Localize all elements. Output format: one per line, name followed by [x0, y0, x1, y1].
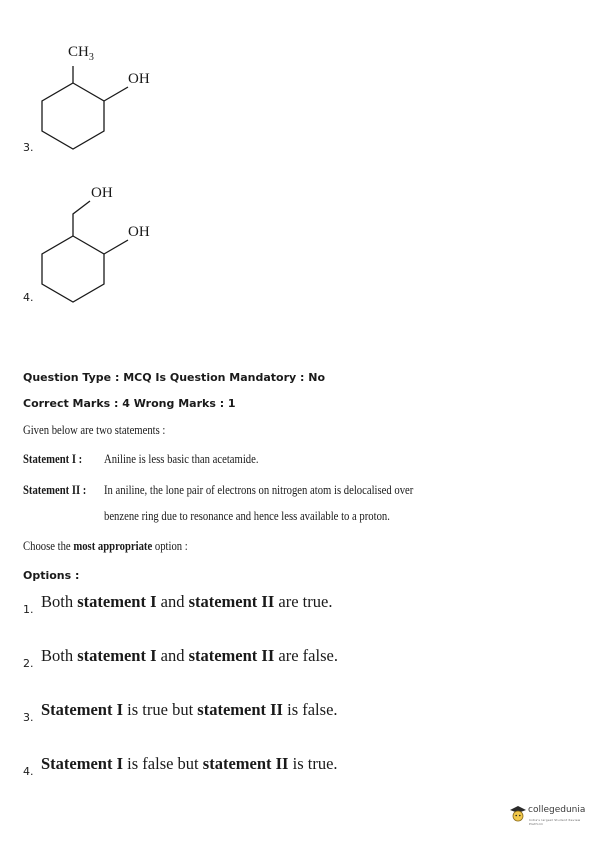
statement-2-label: Statement II : — [23, 482, 87, 497]
structure-3-oh-label: OH — [128, 71, 150, 87]
option-number: 2. — [23, 657, 34, 670]
option-text — [41, 700, 338, 720]
option-text-part: is false but — [123, 754, 203, 773]
logo-name: collegedunia — [528, 805, 586, 815]
structure-4-oh-right-label: OH — [128, 224, 150, 240]
option-text-part: Both — [41, 646, 78, 665]
marks-line: Correct Marks : 4 Wrong Marks : 1 — [23, 397, 236, 410]
option-number: 3. — [23, 711, 34, 724]
subscript-3: 3 — [88, 52, 94, 63]
option-text-bold: Statement I — [41, 700, 124, 719]
option-text-bold: statement II — [188, 592, 275, 611]
choose-pre: Choose the — [23, 538, 74, 553]
logo-tagline: India's largest Student Review Platform — [529, 818, 581, 826]
structure-4-number: 4. — [23, 291, 34, 304]
choose-instruction — [23, 538, 188, 554]
option-text-bold: statement II — [202, 754, 289, 773]
ch2oh-bond-4 — [73, 201, 90, 236]
choose-post: option : — [152, 538, 188, 553]
option-text-part: Both — [41, 592, 78, 611]
option-text-part: are false. — [274, 646, 338, 665]
statement-1-text: Aniline is less basic than acetamide. — [104, 451, 259, 466]
ring-4 — [42, 236, 104, 302]
oh-bond-4 — [104, 240, 128, 254]
option-text-part: and — [156, 646, 189, 665]
option-text-part: is true. — [288, 754, 338, 773]
option-text — [41, 592, 332, 612]
option-text-part: and — [156, 592, 189, 611]
option-text-bold: statement II — [197, 700, 283, 719]
option-text-bold: statement II — [188, 646, 275, 665]
option-number: 4. — [23, 765, 34, 778]
option-text-part: are true. — [274, 592, 333, 611]
option-text — [41, 754, 338, 774]
collegedunia-logo — [510, 803, 590, 827]
option-text — [41, 646, 338, 666]
option-text-bold: statement I — [77, 592, 157, 611]
option-text-part: is false. — [282, 700, 338, 719]
question-type-line: Question Type : MCQ Is Question Mandatory : No — [23, 371, 326, 384]
ch-text: CH — [68, 44, 89, 60]
statement-1-label — [23, 451, 82, 467]
graduate-mascot-icon — [510, 805, 526, 823]
structure-4-cyclohexane-diagram — [0, 0, 140, 320]
option-text-part: is true but — [123, 700, 198, 719]
option-text-bold: statement I — [77, 646, 157, 665]
statement-2-text-line-1: In aniline, the lone pair of electrons on nitrogen atom is delocalised over — [104, 482, 414, 497]
structure-3-number: 3. — [23, 141, 34, 154]
option-text-bold: Statement I — [41, 754, 124, 773]
choose-bold: most appropriate — [73, 538, 153, 553]
statement-2-text-line-2: benzene ring due to resonance and hence less available to a proton. — [104, 508, 390, 523]
option-number: 1. — [23, 603, 34, 616]
question-intro: Given below are two statements : — [23, 422, 166, 437]
options-label: Options : — [23, 569, 80, 582]
statement-1-label-text: Statement I : — [23, 451, 83, 466]
structure-4-oh-top-label: OH — [91, 185, 113, 201]
